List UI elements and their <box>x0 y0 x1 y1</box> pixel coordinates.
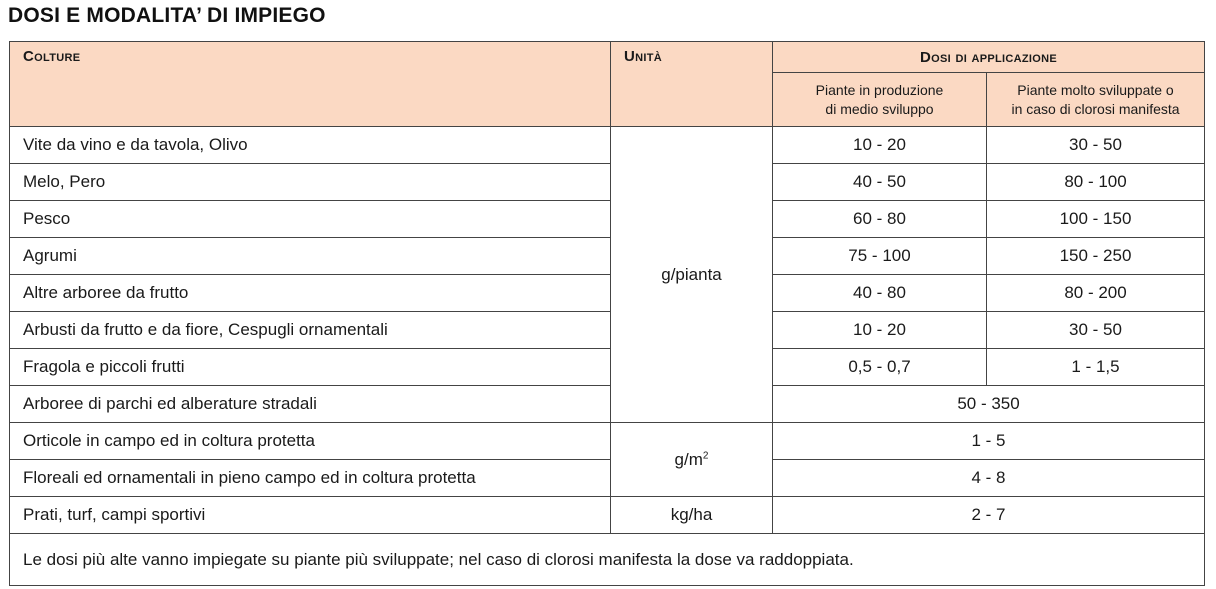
table-row <box>10 423 1205 460</box>
header-dose-medium-line2: di medio sviluppo <box>825 100 934 117</box>
dose-medium-cell: 0,5 - 0,7 <box>773 349 987 386</box>
dose-high-cell: 30 - 50 <box>987 127 1205 164</box>
table-row <box>10 497 1205 534</box>
header-dose-high-line2: in caso di clorosi manifesta <box>1011 100 1180 117</box>
table-row <box>10 164 1205 201</box>
crop-cell: Agrumi <box>10 238 611 275</box>
table-row <box>10 312 1205 349</box>
header-colture: Colture <box>10 42 611 127</box>
crop-cell: Arboree di parchi ed alberature stradali <box>10 386 611 423</box>
header-dose-high-line1: Piante molto sviluppate o <box>1017 81 1174 98</box>
header-unita: Unità <box>611 42 773 127</box>
header-dose-medium-line1: Piante in produzione <box>815 81 944 98</box>
table-row <box>10 386 1205 423</box>
page-title: DOSI E MODALITA’ DI IMPIEGO <box>8 4 326 27</box>
crop-cell: Pesco <box>10 201 611 238</box>
header-dose-high <box>987 73 1205 127</box>
dose-medium-cell: 75 - 100 <box>773 238 987 275</box>
dose-high-cell: 100 - 150 <box>987 201 1205 238</box>
dose-high-cell: 150 - 250 <box>987 238 1205 275</box>
crop-cell: Melo, Pero <box>10 164 611 201</box>
table-row <box>10 275 1205 312</box>
dose-cell: 50 - 350 <box>773 386 1205 423</box>
dose-high-cell: 80 - 200 <box>987 275 1205 312</box>
crop-cell: Floreali ed ornamentali in pieno campo ed in coltura protetta <box>10 460 611 497</box>
crop-cell: Fragola e piccoli frutti <box>10 349 611 386</box>
header-dose-medium <box>773 73 987 127</box>
crop-cell: Orticole in campo ed in coltura protetta <box>10 423 611 460</box>
dose-medium-cell: 40 - 50 <box>773 164 987 201</box>
table-row <box>10 201 1205 238</box>
header-dosi: Dosi di applicazione <box>773 42 1205 73</box>
dose-medium-cell: 40 - 80 <box>773 275 987 312</box>
table-row <box>10 238 1205 275</box>
dose-cell: 4 - 8 <box>773 460 1205 497</box>
table-row <box>10 460 1205 497</box>
dose-high-cell: 1 - 1,5 <box>987 349 1205 386</box>
crop-cell: Arbusti da frutto e da fiore, Cespugli ornamentali <box>10 312 611 349</box>
unit-g-m2-exponent: 2 <box>702 449 709 461</box>
unit-cell-g-m2 <box>611 423 773 497</box>
dose-medium-cell: 10 - 20 <box>773 312 987 349</box>
table-note: Le dosi più alte vanno impiegate su piante più sviluppate; nel caso di clorosi manifesta la dose va raddoppiata. <box>10 534 1205 586</box>
dose-medium-cell: 10 - 20 <box>773 127 987 164</box>
table-row <box>10 349 1205 386</box>
table-row <box>10 127 1205 164</box>
dose-high-cell: 80 - 100 <box>987 164 1205 201</box>
crop-cell: Prati, turf, campi sportivi <box>10 497 611 534</box>
unit-g-m2-base: g/m <box>674 449 703 469</box>
dose-cell: 1 - 5 <box>773 423 1205 460</box>
header-row <box>10 42 1205 73</box>
crop-cell: Vite da vino e da tavola, Olivo <box>10 127 611 164</box>
crop-cell: Altre arboree da frutto <box>10 275 611 312</box>
dosage-table <box>9 41 1205 586</box>
dose-cell: 2 - 7 <box>773 497 1205 534</box>
dose-high-cell: 30 - 50 <box>987 312 1205 349</box>
unit-cell-kg-ha: kg/ha <box>611 497 773 534</box>
unit-cell-g-pianta: g/pianta <box>611 127 773 423</box>
note-row <box>10 534 1205 586</box>
dose-medium-cell: 60 - 80 <box>773 201 987 238</box>
